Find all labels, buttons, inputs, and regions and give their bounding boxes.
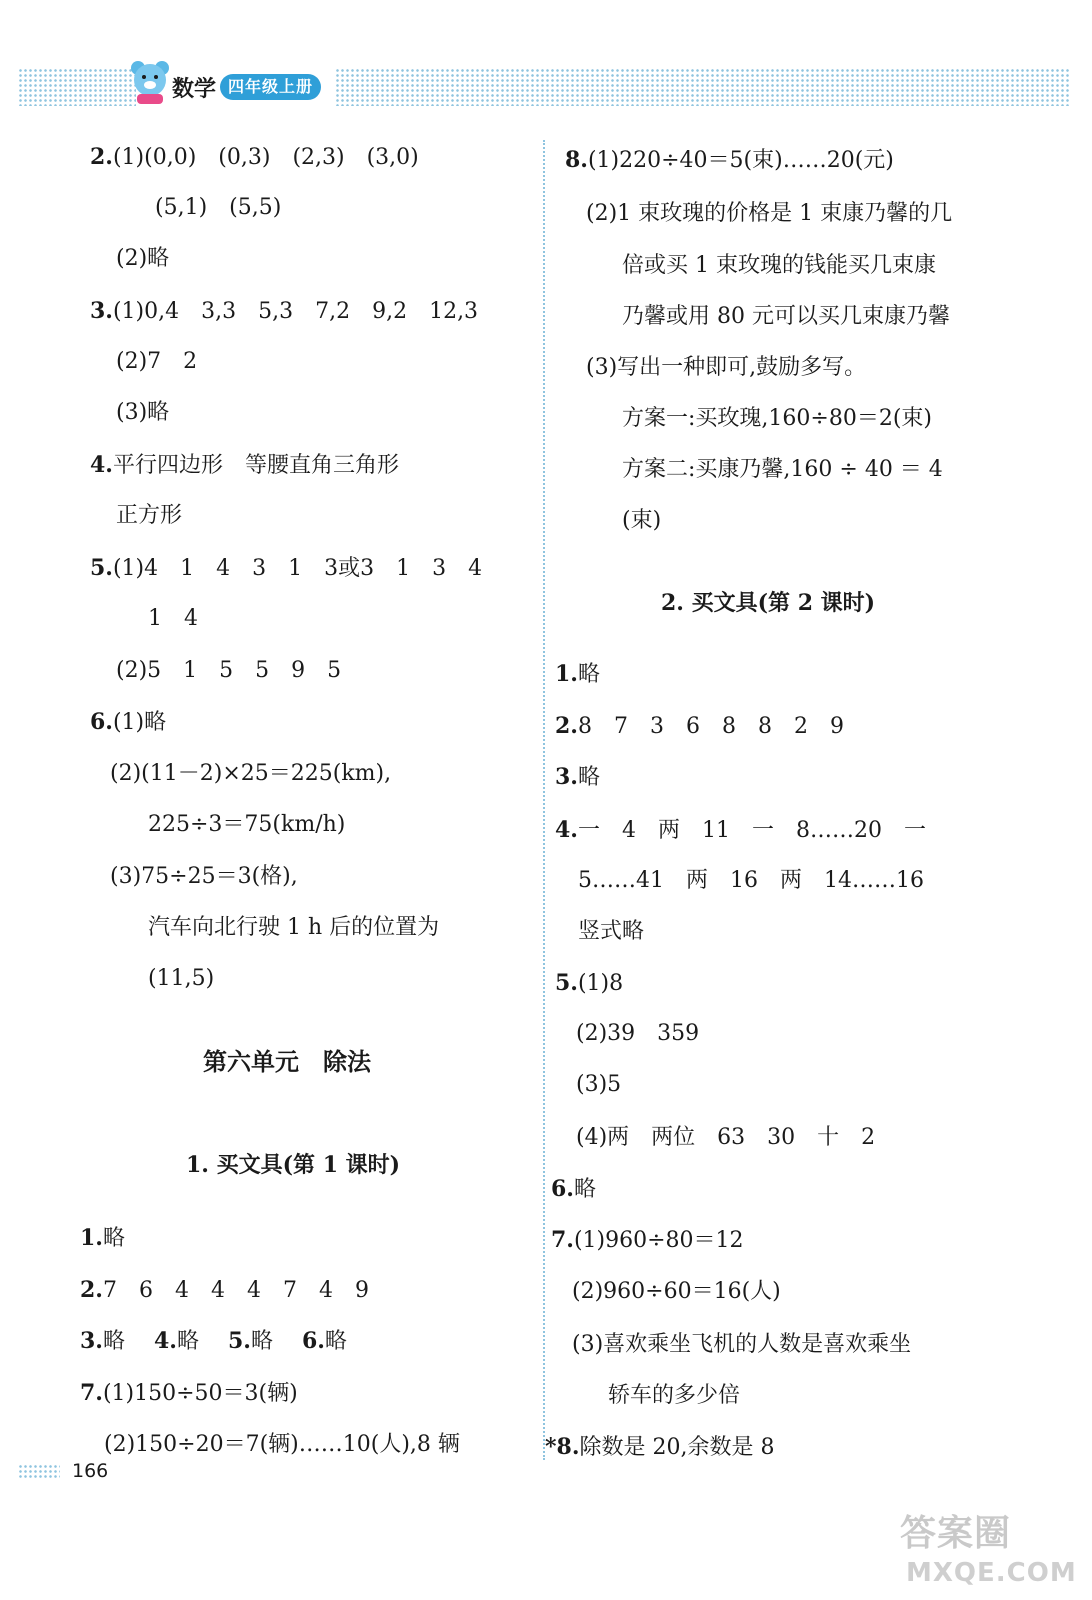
answer-line: 2.7 6 4 4 4 7 4 9 bbox=[80, 1277, 369, 1303]
answer-line: 3.略 4.略 5.略 6.略 bbox=[80, 1328, 347, 1354]
bear-mascot-icon bbox=[128, 56, 172, 106]
answer-line: 乃馨或用 80 元可以买几束康乃馨 bbox=[622, 304, 950, 329]
column-divider bbox=[543, 140, 545, 1460]
answer-line: (3)75÷25＝3(格), bbox=[110, 864, 298, 889]
answer-line: (2)略 bbox=[116, 246, 170, 271]
answer-line: 5.(1)8 bbox=[555, 970, 624, 996]
answer-line: (束) bbox=[622, 508, 662, 533]
answer-line: 轿车的多少倍 bbox=[608, 1383, 741, 1408]
lesson-heading: 2. 买文具(第 2 课时) bbox=[661, 590, 876, 616]
answer-line: 5……41 两 16 两 14……16 bbox=[578, 868, 924, 893]
unit-heading: 第六单元 除法 bbox=[203, 1047, 371, 1076]
lesson-heading: 1. 买文具(第 1 课时) bbox=[186, 1152, 401, 1178]
answer-line: 2.8 7 3 6 8 8 2 9 bbox=[555, 713, 844, 739]
answer-line: *8.除数是 20,余数是 8 bbox=[545, 1434, 775, 1460]
answer-line: (3)略 bbox=[116, 400, 170, 425]
answer-line: 方案一:买玫瑰,160÷80＝2(束) bbox=[622, 406, 932, 431]
page-number: 166 bbox=[72, 1460, 109, 1482]
answer-line: 7.(1)960÷80＝12 bbox=[551, 1227, 744, 1253]
answer-line: 5.(1)4 1 4 3 1 3或3 1 3 4 bbox=[90, 555, 483, 581]
answer-line: 1.略 bbox=[555, 661, 600, 687]
answer-line: 1 4 bbox=[148, 606, 198, 631]
answer-line: 8.(1)220÷40＝5(束)……20(元) bbox=[565, 147, 894, 173]
answer-line: 3.(1)0,4 3,3 5,3 7,2 9,2 12,3 bbox=[90, 298, 479, 324]
answer-line: 汽车向北行驶 1 h 后的位置为 bbox=[148, 915, 440, 940]
answer-line: (2)7 2 bbox=[116, 349, 198, 374]
answer-line: (2)(11－2)×25＝225(km), bbox=[110, 761, 392, 786]
answer-line: 竖式略 bbox=[578, 919, 645, 944]
answer-line: (2)5 1 5 5 9 5 bbox=[116, 658, 342, 683]
answer-line: 2.(1)(0,0) (0,3) (2,3) (3,0) bbox=[90, 144, 419, 170]
page-header bbox=[0, 0, 1092, 115]
answer-line: (2)150÷20＝7(辆)……10(人),8 辆 bbox=[104, 1432, 460, 1457]
answer-line: 4.一 4 两 11 一 8……20 一 bbox=[555, 817, 926, 843]
answer-line: (3)5 bbox=[576, 1072, 622, 1097]
answer-line: 7.(1)150÷50＝3(辆) bbox=[80, 1380, 298, 1406]
answer-line: 4.平行四边形 等腰直角三角形 bbox=[90, 452, 399, 478]
answer-line: 225÷3＝75(km/h) bbox=[148, 812, 346, 837]
answer-line: 方案二:买康乃馨,160 ÷ 40 ＝ 4 bbox=[622, 457, 943, 482]
answer-line: (2)960÷60＝16(人) bbox=[572, 1279, 781, 1304]
answer-line: (3)喜欢乘坐飞机的人数是喜欢乘坐 bbox=[572, 1332, 912, 1357]
answer-line: 6.(1)略 bbox=[90, 709, 167, 735]
footer-dot-pattern bbox=[18, 1464, 60, 1478]
answer-line: 倍或买 1 束玫瑰的钱能买几束康 bbox=[622, 253, 936, 278]
answer-line: (2)1 束玫瑰的价格是 1 束康乃馨的几 bbox=[586, 201, 953, 226]
header-dot-pattern-left bbox=[18, 68, 136, 106]
answer-line: (2)39 359 bbox=[576, 1021, 700, 1046]
answer-line: 3.略 bbox=[555, 764, 600, 790]
answer-line: 1.略 bbox=[80, 1225, 125, 1251]
watermark-url: MXQE.COM bbox=[906, 1558, 1077, 1588]
answer-line: (3)写出一种即可,鼓励多写。 bbox=[586, 355, 867, 380]
header-dot-pattern-right bbox=[335, 68, 1070, 106]
subject-title: 数学 bbox=[172, 77, 217, 102]
answer-line: 正方形 bbox=[116, 503, 183, 528]
answer-line: 6.略 bbox=[551, 1176, 596, 1202]
watermark-logo: 答案圈 bbox=[900, 1513, 1012, 1554]
answer-line: (4)两 两位 63 30 十 2 bbox=[576, 1125, 876, 1150]
grade-badge: 四年级上册 bbox=[220, 74, 321, 100]
answer-line: (11,5) bbox=[148, 966, 215, 991]
answer-line: (5,1) (5,5) bbox=[155, 195, 282, 220]
